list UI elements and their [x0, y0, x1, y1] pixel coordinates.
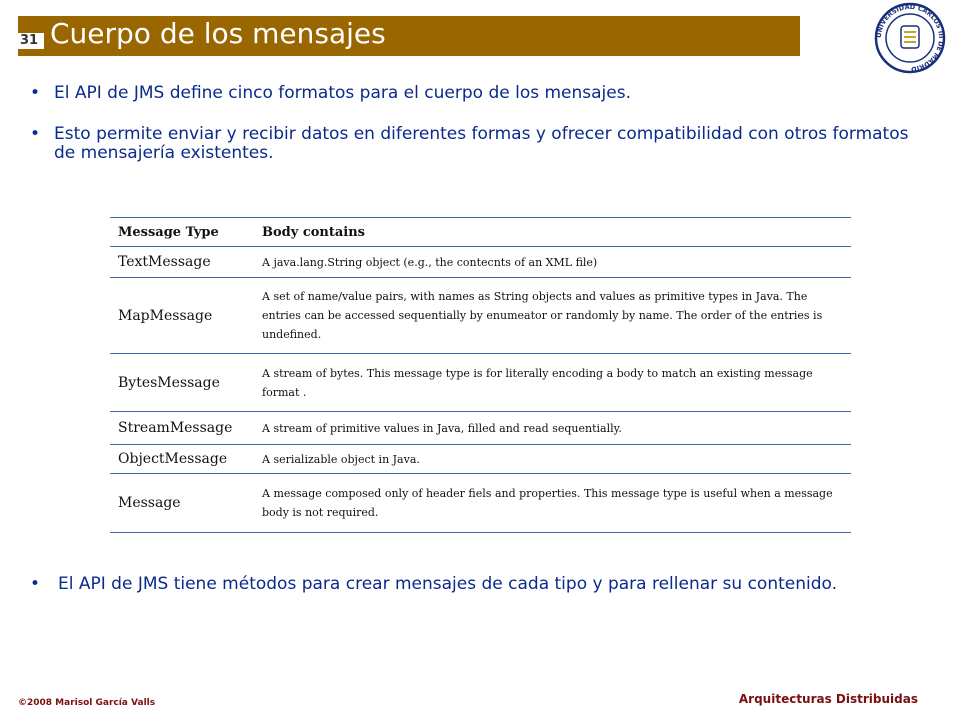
cell-type: TextMessage: [110, 247, 254, 278]
cell-type: ObjectMessage: [110, 445, 254, 474]
header-message-type: Message Type: [110, 218, 254, 247]
bullet-item: • El API de JMS define cinco formatos para el cuerpo de los mensajes.: [30, 84, 910, 103]
intro-bullets: [30, 84, 910, 185]
cell-type: MapMessage: [110, 278, 254, 354]
cell-body: A set of name/value pairs, with names as String objects and values as primitive types in Java. The entries can be accessed sequentially by enumeator or randomly by name. The order of the entries is undefined.: [254, 278, 851, 354]
university-seal-logo: [874, 2, 946, 74]
slide-title: Cuerpo de los mensajes: [50, 17, 386, 50]
cell-type: BytesMessage: [110, 354, 254, 412]
cell-body: A serializable object in Java.: [254, 445, 851, 474]
cell-type: Message: [110, 474, 254, 533]
footer-copyright: ©2008 Marisol García Valls: [18, 698, 156, 708]
footer-course: Arquitecturas Distribuidas: [738, 692, 918, 706]
table-row: [110, 354, 851, 412]
cell-body: A message composed only of header fiels and properties. This message type is useful when a message body is not required.: [254, 474, 851, 533]
header-body-contains: Body contains: [254, 218, 851, 247]
cell-body: A stream of bytes. This message type is for literally encoding a body to match an existing message format .: [254, 354, 851, 412]
cell-body: A stream of primitive values in Java, filled and read sequentially.: [254, 412, 851, 445]
bullet-item: • Esto permite enviar y recibir datos en diferentes formas y ofrecer compatibilidad con otros formatos de mensajería existentes.: [30, 125, 910, 163]
table-row: [110, 412, 851, 445]
message-types-table: [110, 217, 851, 533]
table-header-row: [110, 218, 851, 247]
table-row: [110, 247, 851, 278]
table-row: [110, 474, 851, 533]
cell-type: StreamMessage: [110, 412, 254, 445]
slide-number: 31: [14, 33, 44, 49]
table-row: [110, 278, 851, 354]
seal-text: UNIVERSIDAD CARLOS III DE MADRID: [874, 2, 946, 74]
cell-body: A java.lang.String object (e.g., the contecnts of an XML file): [254, 247, 851, 278]
table-row: [110, 445, 851, 474]
bottom-bullet: • El API de JMS tiene métodos para crear mensajes de cada tipo y para rellenar su contenido.: [30, 573, 960, 595]
